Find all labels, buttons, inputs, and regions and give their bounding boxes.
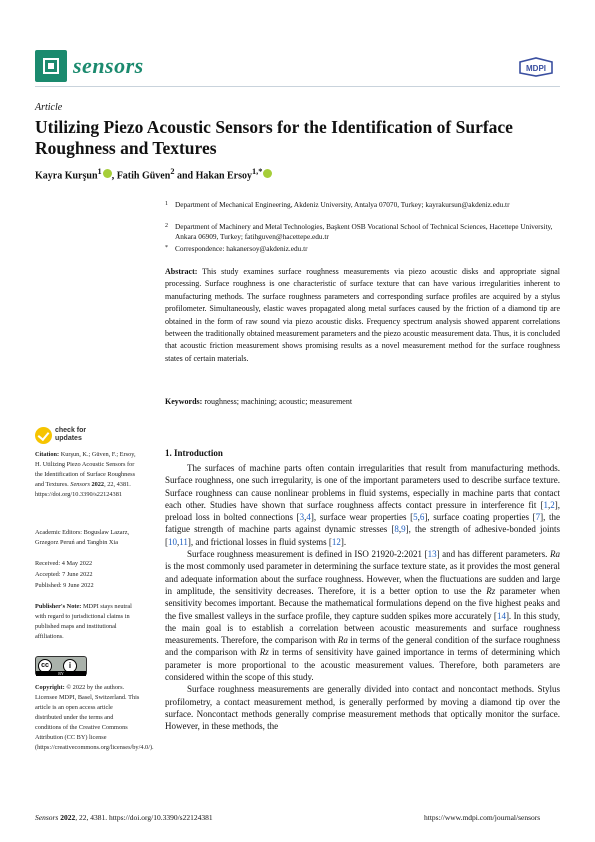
- abstract: [165, 266, 560, 365]
- citation-text: Kurşun, K.; Güven, F.; Ersoy, H. Utilizing Piezo Acoustic Sensors for the Identification of Surface Roughness and Textures.: [35, 451, 136, 488]
- orcid-icon[interactable]: [263, 169, 272, 178]
- citation: [35, 450, 140, 500]
- article-type: Article: [35, 102, 63, 113]
- affiliation-text: Department of Machinery and Metal Technologies, Başkent OSB Vocational School of Technical Sciences, Hacettepe University, Ankara 06909, Turkey; fatihguven@hacettepe.edu.tr: [175, 222, 553, 241]
- copyright: [35, 683, 154, 753]
- check-for-updates-button[interactable]: [35, 427, 95, 447]
- header-divider: [35, 86, 560, 87]
- academic-editors: Academic Editors: Boguslaw Lazarz, Grzegorz Peruń and Tangbin Xia: [35, 529, 130, 546]
- affiliation-number: *: [165, 245, 168, 251]
- paragraph: Surface roughness measurements are generally divided into contact and noncontact methods. Stylus profilometry, a contact measurement method, is generally performed by moving a diamond tip over the surface. Noncontact methods generally comprise measurement methods that optically monitor the surface. However, in these methods, the: [165, 684, 560, 732]
- author-separator: ,: [111, 170, 117, 182]
- footer-journal: Sensors: [35, 813, 59, 822]
- author-sup: 2: [170, 167, 175, 176]
- mdpi-logo-icon: [516, 57, 556, 77]
- paper-title: Utilizing Piezo Acoustic Sensors for the Identification of Surface Roughness and Textures: [35, 117, 513, 158]
- copyright-label: Copyright:: [35, 684, 65, 691]
- section-heading: 1. Introduction: [165, 448, 223, 458]
- received-date: Received: 4 May 2022: [35, 560, 93, 567]
- publishers-note: [35, 602, 140, 642]
- keywords-text: roughness; machining; acoustic; measurement: [204, 397, 353, 406]
- citation-label: Citation:: [35, 451, 60, 458]
- affiliation-number: 1: [165, 201, 168, 207]
- by-label: BY: [36, 671, 86, 676]
- author-name[interactable]: Fatih Güven: [116, 170, 171, 182]
- affiliation-text: Correspondence: hakanersoy@akdeniz.edu.tr: [175, 244, 308, 253]
- accepted-date: Accepted: 7 June 2022: [35, 571, 93, 578]
- correspondence: [165, 244, 560, 254]
- affiliation-text: Department of Mechanical Engineering, Akdeniz University, Antalya 07070, Turkey; kayrakursun@akdeniz.edu.tr: [175, 200, 510, 209]
- note-label: Publisher's Note:: [35, 603, 82, 610]
- author-list: [35, 167, 272, 181]
- note-text: MDPI stays neutral with regard to jurisdictional claims in published maps and institutional affiliations.: [35, 603, 132, 640]
- check-icon: [35, 427, 52, 444]
- publisher-name: MDPI: [526, 64, 546, 73]
- abstract-text: This study examines surface roughness measurements via piezo acoustic disks and appropriate signal processing. Surface roughness is one characteristic of surface texture that can have various irregularities inherent to manufacturing methods. The surface roughness parameters and corresponding surface profiles are acquired by a stylus profilometer. Simultaneously, elastic waves propagated along metal surfaces caused by the friction of a diamond tip are obtained in the form of raw sound via piezo acoustic disks. Frequency spectrum analysis showed apparent correlations between the traditionally obtained measurement parameters and the piezo acoustic measurement data. Thus, it is concluded that acoustic friction measurement shows promising results as a novel measurement method for the surface roughness states of certain materials.: [165, 267, 560, 363]
- paragraph: Surface roughness measurement is defined in ISO 21920-2:2021 [13] and has different parameters. Ra is the most commonly used parameter in determining the surface texture state, as it provides the most general and adequate information about the surface roughness. However, when the fluctuations are sudden and large in amplitude, the sensitivity decreases. Therefore, it is a better option to use the Rz parameter when sensitivity becomes important. Because the mathematical formulations depend on the five highest peaks and the five smallest valleys in the surface profile, they capture sudden spikes more accurately [14]. In this study, the main goal is to establish a correlation between acoustic measurements and surface roughness measurements. Therefore, the comparison with Ra in terms of the general condition of the surface roughness and the comparison with Rz in terms of sensitivity have gained importance in terms of determining which parameter is more proportional to the acoustic measurement values. Therefore, both parameters are considered within the scope of this study.: [165, 549, 561, 683]
- check-line1: check for: [55, 427, 87, 434]
- person-icon: i: [63, 659, 77, 673]
- orcid-icon[interactable]: [103, 169, 112, 178]
- journal-name: sensors: [73, 53, 144, 78]
- citation-rest[interactable]: , 22, 4381. https://doi.org/10.3390/s22124381: [35, 481, 131, 498]
- citation-year: 2022: [91, 481, 105, 488]
- journal-logo-icon: [35, 50, 67, 82]
- keywords: [165, 397, 560, 406]
- author-sup: 1,*: [252, 167, 263, 176]
- author-separator: and: [174, 170, 196, 182]
- copyright-text: © 2022 by the authors. Licensee MDPI, Basel, Switzerland. This article is an open access article distributed under the terms and conditions of the Creative Commons Attribution (CC BY) license (https://creativecommons.org/licenses/by/4.0/).: [35, 684, 154, 751]
- footer-url[interactable]: https://www.mdpi.com/journal/sensors: [424, 813, 541, 822]
- citation-journal: Sensors: [70, 481, 90, 488]
- affiliation: [165, 200, 560, 210]
- affiliation-number: 2: [165, 223, 168, 229]
- keywords-label: Keywords:: [165, 397, 203, 406]
- abstract-label: Abstract:: [165, 267, 198, 276]
- published-date: Published: 9 June 2022: [35, 582, 94, 589]
- paragraph: The surfaces of machine parts often contain irregularities that result from manufacturing methods. Surface roughness, one such irregularity, is one of the important parameters used to describe surface texture. Surface roughness can cause nonlinear problems in fluid systems, especially in machine parts that contact each other. Studies have shown that surface roughness affects contact pressure in interference fit [1,2], preload loss in bolted connections [3,4], surface wear properties [5,6], surface coating properties [7], the fatigue strength of machine parts against dynamic stresses [8,9], the strength of adhesive-bonded joints [10,11], and frictional losses in fluid systems [12].: [165, 463, 561, 547]
- affiliation: [165, 222, 560, 242]
- cc-by-license-icon[interactable]: [35, 656, 87, 676]
- footer-doi[interactable]: , 22, 4381. https://doi.org/10.3390/s22124381: [75, 813, 213, 822]
- check-line2: updates: [55, 435, 82, 442]
- cc-icon: cc: [38, 659, 52, 673]
- author-sup: 1: [97, 167, 102, 176]
- footer-year: 2022: [60, 813, 76, 822]
- footer-citation: [35, 813, 213, 822]
- author-name[interactable]: Kayra Kurşun: [35, 170, 98, 182]
- body-text: [165, 462, 560, 733]
- author-name[interactable]: Hakan Ersoy: [195, 170, 253, 182]
